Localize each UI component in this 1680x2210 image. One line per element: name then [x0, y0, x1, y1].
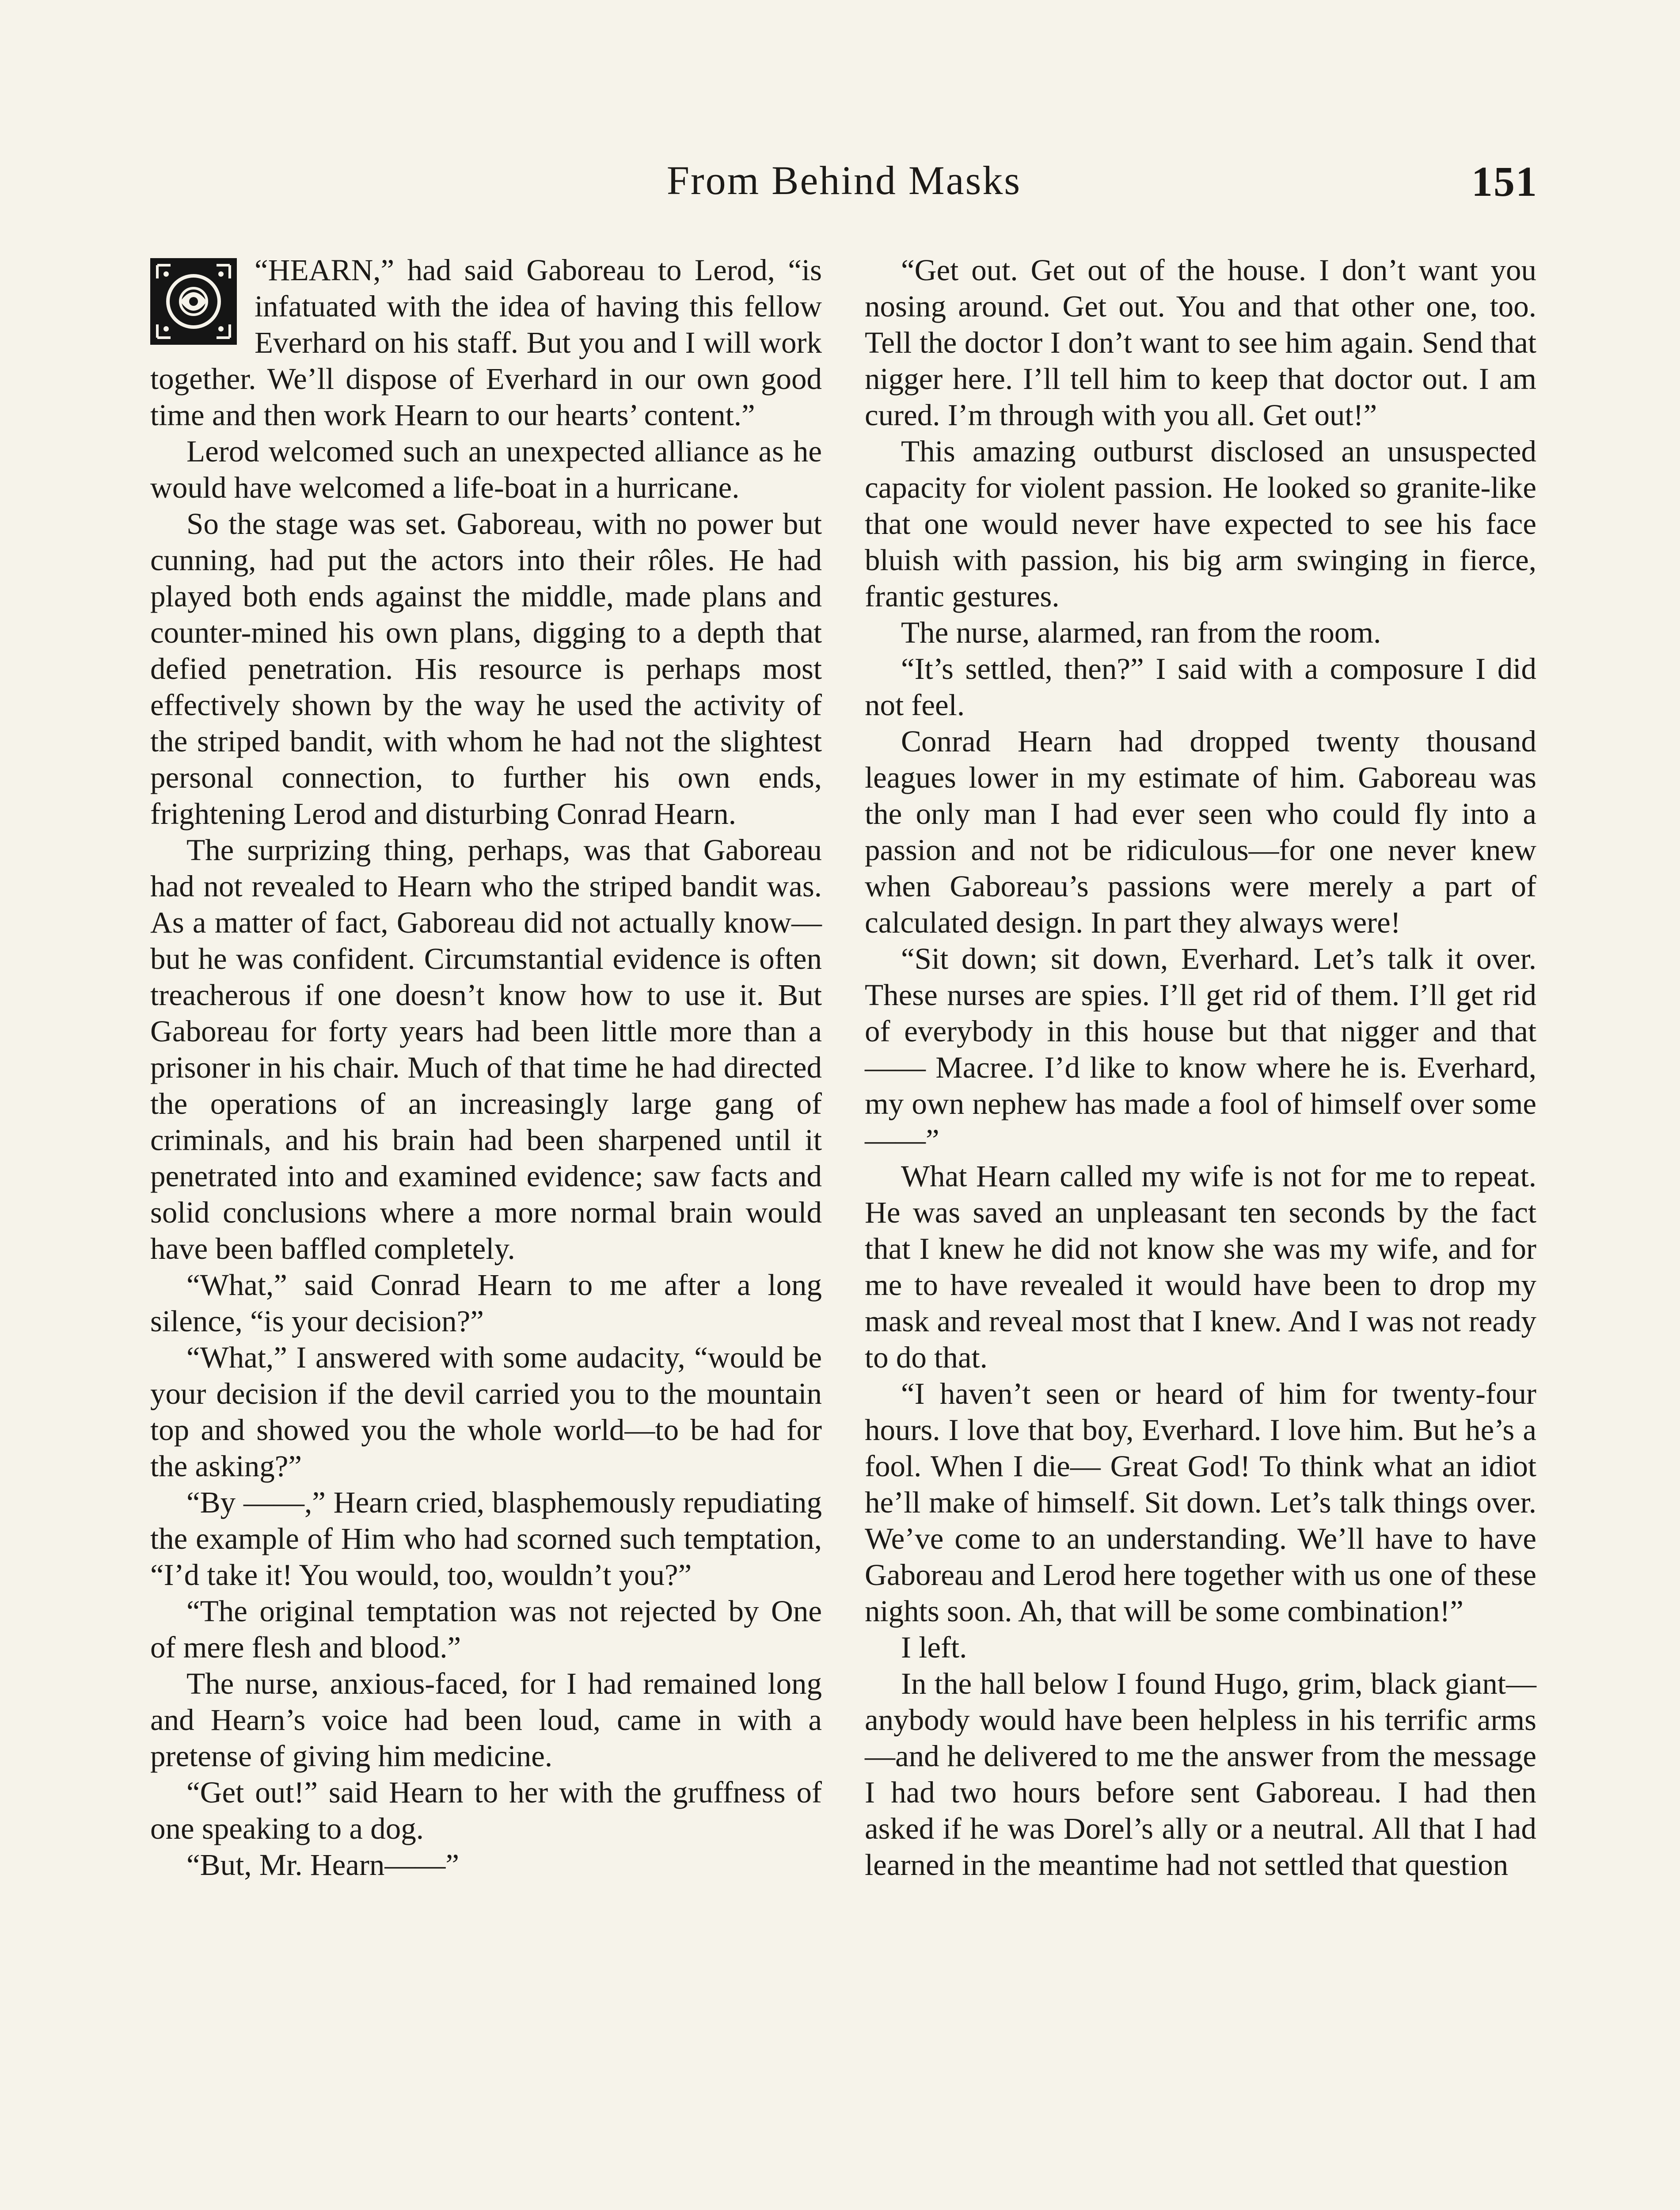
page-header: [150, 157, 1538, 219]
right-column: [865, 252, 1536, 1883]
paragraph: “The original temptation was not rejected by One of mere flesh and blood.”: [150, 1594, 822, 1664]
paragraph: “HEARN,” had said Gaboreau to Lerod, “is infatuated with the idea of having this fellow Everhard on his staff. But you and I will work together. We’ll dispose of Everhard in our own good time and then work Hearn to our hearts’ content.”: [150, 253, 822, 432]
paragraph: What Hearn called my wife is not for me to repeat. He was saved an unpleasant ten seconds by the fact that I knew he did not know she was my wife, and for me to have revealed it would have been to drop my mask and reveal most that I knew. And I was not ready to do that.: [865, 1159, 1536, 1374]
paragraph: “I haven’t seen or heard of him for twenty-four hours. I love that boy, Everhard. I love him. But he’s a fool. When I die— Great God! To think what an idiot he’ll make of himself. Sit down. Let’s talk things over. We’ve come to an understanding. We’ll have to have Gaboreau and Lerod here together with us one of these nights soon. Ah, that will be some combination!”: [865, 1377, 1536, 1628]
left-column: [150, 252, 822, 1883]
paragraph: “It’s settled, then?” I said with a composure I did not feel.: [865, 652, 1536, 722]
paragraph: The nurse, anxious-faced, for I had remained long and Hearn’s voice had been loud, came in with a pretense of giving him medicine.: [150, 1667, 822, 1773]
paragraph: “Get out. Get out of the house. I don’t want you nosing around. Get out. You and that other one, too. Tell the doctor I don’t want to see him again. Send that nigger here. I’ll tell him to keep that doctor out. I am cured. I’m through with you all. Get out!”: [865, 253, 1536, 432]
paragraph: The surprizing thing, perhaps, was that Gaboreau had not revealed to Hearn who the striped bandit was. As a matter of fact, Gaboreau did not actually know—but he was confident. Circumstantial evidence is often treacherous if one doesn’t know how to use it. But Gaboreau for forty years had been little more than a prisoner in his chair. Much of that time he had directed the operations of an increasingly large gang of criminals, and his brain had been sharpened until it penetrated into and examined evidence; saw facts and solid conclusions where a more normal brain would have been baffled completely.: [150, 833, 822, 1265]
running-title: From Behind Masks: [666, 158, 1022, 203]
paragraph: I left.: [901, 1631, 967, 1664]
paragraph: “Get out!” said Hearn to her with the gruffness of one speaking to a dog.: [150, 1776, 822, 1845]
page-number: 151: [1471, 158, 1538, 205]
paragraph: Conrad Hearn had dropped twenty thousand leagues lower in my estimate of him. Gaboreau was the only man I had ever seen who could fly into a passion and not be ridiculous—for one never knew when Gaboreau’s passions were merely a part of calculated design. In part they always were!: [865, 724, 1536, 939]
paragraph: “What,” I answered with some audacity, “would be your decision if the devil carried you to the mountain top and showed you the whole world—to be had for the asking?”: [150, 1341, 822, 1483]
paragraph: “Sit down; sit down, Everhard. Let’s talk it over. These nurses are spies. I’ll get rid of them. I’ll get rid of everybody in this house but that nigger and that —— Macree. I’d like to know where he is. Everhard, my own nephew has made a fool of himself over some——”: [865, 942, 1536, 1157]
paragraph: “What,” said Conrad Hearn to me after a long silence, “is your decision?”: [150, 1268, 822, 1338]
paragraph: This amazing outburst disclosed an unsuspected capacity for violent passion. He looked so granite-like that one would never have expected to see his face bluish with passion, his big arm swinging in fierce, frantic gestures.: [865, 434, 1536, 613]
ornamental-drop-cap-icon: [150, 258, 237, 345]
paragraph: Lerod welcomed such an unexpected alliance as he would have welcomed a life-boat in a hurricane.: [150, 434, 822, 504]
paragraph: So the stage was set. Gaboreau, with no power but cunning, had put the actors into their rôles. He had played both ends against the middle, made plans and counter-mined his own plans, digging to a depth that defied penetration. His resource is perhaps most effectively shown by the way he used the activity of the striped bandit, with whom he had not the slightest personal connection, to further his own ends, frightening Lerod and disturbing Conrad Hearn.: [150, 507, 822, 831]
paragraph: In the hall below I found Hugo, grim, black giant—anybody would have been helpless in his terrific arms—and he delivered to me the answer from the message I had two hours before sent Gaboreau. I had then asked if he was Dorel’s ally or a neutral. All that I had learned in the meantime had not settled that question: [865, 1667, 1536, 1882]
paragraph: “But, Mr. Hearn——”: [186, 1848, 460, 1882]
paragraph: “By ——,” Hearn cried, blasphemously repudiating the example of Him who had scorned such temptation, “I’d take it! You would, too, wouldn’t you?”: [150, 1486, 822, 1592]
paragraph: The nurse, alarmed, ran from the room.: [901, 616, 1381, 649]
